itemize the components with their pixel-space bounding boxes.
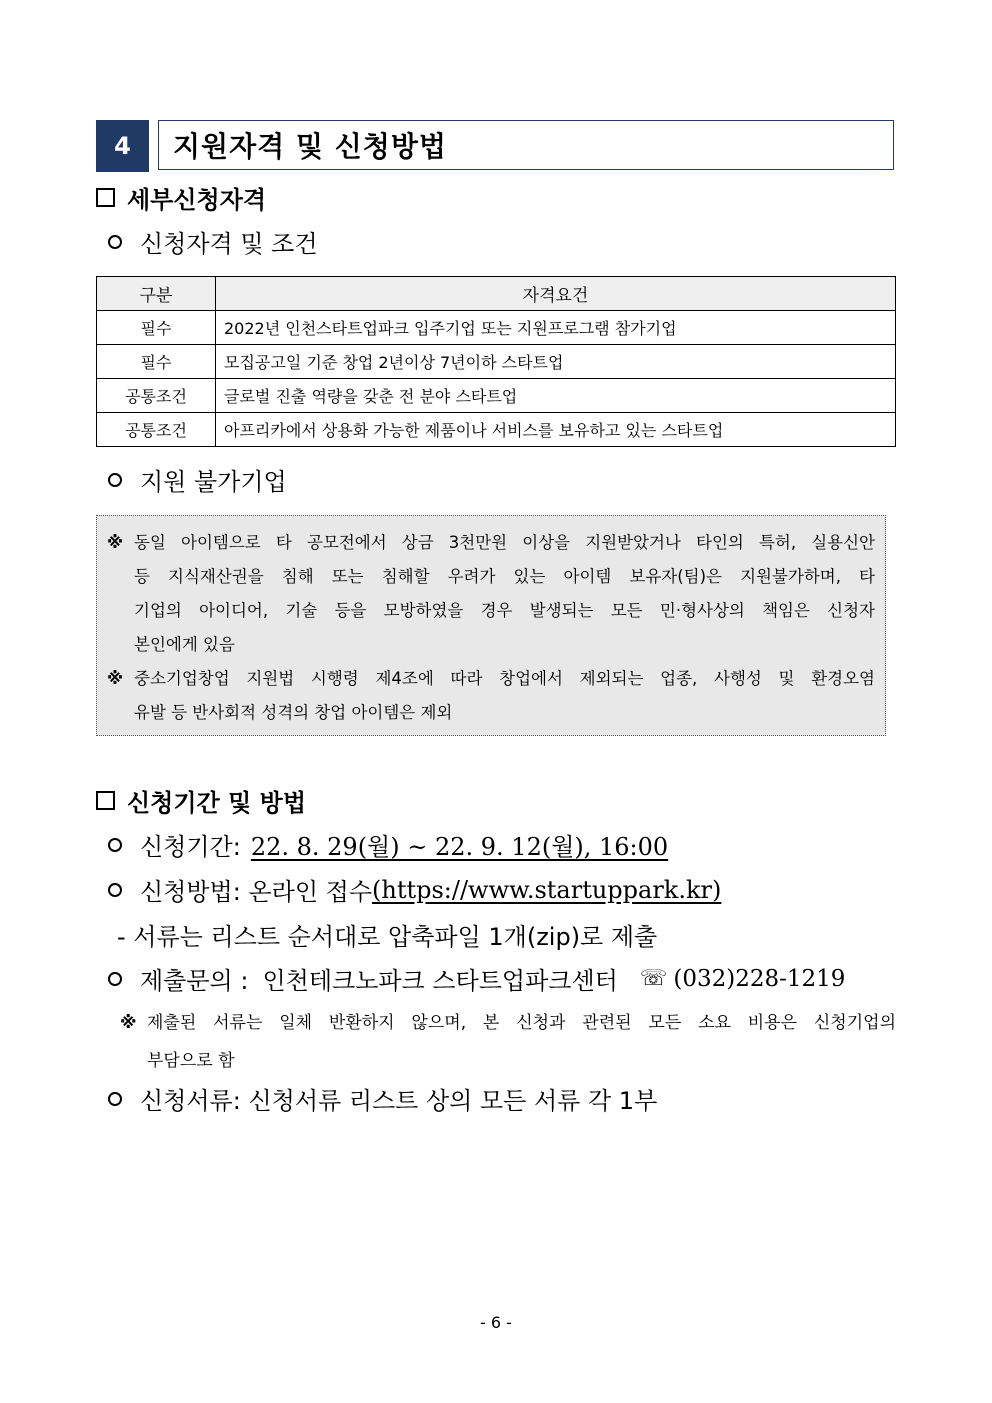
note-text: 동일 아이템으로 타 공모전에서 상금 3천만원 이상을 지원받았거나 타인의 특허, 실용신안 — [134, 533, 875, 552]
circle-bullet-icon — [108, 838, 122, 852]
square-bullet-icon — [96, 791, 115, 810]
table-cell-category: 필수 — [97, 311, 216, 345]
reference-mark-icon: ※ — [107, 669, 124, 688]
inquiry-phone: (032)228-1219 — [673, 965, 846, 992]
method-label: 신청방법: 온라인 접수 — [140, 878, 372, 906]
table-cell-requirement: 모집공고일 기준 창업 2년이상 7년이하 스타트업 — [216, 345, 896, 379]
table-cell-requirement: 아프리카에서 상용화 가능한 제품이나 서비스를 보유하고 있는 스타트업 — [216, 413, 896, 447]
website-link[interactable]: (https://www.startuppark.kr) — [372, 875, 722, 904]
circle-bullet-icon — [108, 235, 122, 249]
circle-bullet-icon — [108, 883, 122, 897]
conditions-heading — [108, 224, 318, 259]
circle-bullet-icon — [108, 473, 122, 487]
application-heading — [96, 783, 306, 818]
inquiry-note — [120, 1004, 896, 1080]
inquiry — [108, 961, 845, 996]
inquiry-note-line-1: 제출된 서류는 일체 반환하지 않으며, 본 신청과 관련된 모든 소요 비용은 신청기업의 — [147, 1013, 896, 1033]
table-header-category: 구분 — [97, 277, 216, 311]
ineligible-heading-text: 지원 불가기업 — [140, 468, 287, 496]
table-row — [97, 379, 896, 413]
table-cell-category: 공통조건 — [97, 413, 216, 447]
table-cell-requirement: 2022년 인천스타트업파크 입주기업 또는 지원프로그램 참가기업 — [216, 311, 896, 345]
table-cell-requirement: 글로벌 진출 역량을 갖춘 전 분야 스타트업 — [216, 379, 896, 413]
inquiry-note-line-2: 부담으로 함 — [147, 1051, 235, 1071]
note-text: 본인에게 있음 — [134, 635, 235, 654]
page-number: - 6 - — [480, 1313, 512, 1332]
square-bullet-icon — [96, 188, 115, 207]
inquiry-label: 제출문의 : — [140, 967, 249, 995]
note-line — [107, 526, 875, 560]
eligibility-heading-text: 세부신청자격 — [127, 186, 267, 214]
table-header-requirement: 자격요건 — [216, 277, 896, 311]
period-label: 신청기간: — [140, 833, 241, 861]
inquiry-org: 인천테크노파크 스타트업파크센터 — [262, 967, 618, 995]
note-text: 등 지식재산권을 침해 또는 침해할 우려가 있는 아이템 보유자(팀)은 지원불가하며, 타 — [134, 567, 875, 586]
reference-mark-icon: ※ — [107, 533, 124, 552]
circle-bullet-icon — [108, 972, 122, 986]
table-header-row — [97, 277, 896, 311]
period-value: 22. 8. 29(월) ~ 22. 9. 12(월), 16:00 — [250, 833, 669, 861]
table-cell-category: 공통조건 — [97, 379, 216, 413]
documents-text: 신청서류: 신청서류 리스트 상의 모든 서류 각 1부 — [140, 1087, 658, 1115]
section-number: 4 — [96, 120, 149, 172]
table-cell-category: 필수 — [97, 345, 216, 379]
application-heading-text: 신청기간 및 방법 — [127, 789, 306, 817]
method-subnote: - 서류는 리스트 순서대로 압축파일 1개(zip)로 제출 — [117, 923, 658, 951]
application-method — [108, 872, 721, 907]
conditions-heading-text: 신청자격 및 조건 — [140, 230, 318, 258]
eligibility-heading — [96, 180, 266, 215]
application-documents — [108, 1081, 657, 1116]
eligibility-table — [96, 276, 896, 447]
application-period — [108, 827, 668, 862]
table-row — [97, 311, 896, 345]
section-title: 지원자격 및 신청방법 — [158, 120, 894, 170]
reference-mark-icon: ※ — [120, 1013, 137, 1033]
ineligible-notes-box — [96, 515, 886, 736]
note-text: 유발 등 반사회적 성격의 창업 아이템은 제외 — [134, 703, 453, 722]
note-text: 기업의 아이디어, 기술 등을 모방하였을 경우 발생되는 모든 민·형사상의 책임은 신청자 — [134, 601, 875, 620]
note-text: 중소기업창업 지원법 시행령 제4조에 따라 창업에서 제외되는 업종, 사행성 및 환경오염 — [134, 669, 875, 688]
ineligible-heading — [108, 462, 287, 497]
phone-icon: ☏ — [639, 966, 668, 991]
table-row — [97, 413, 896, 447]
table-row — [97, 345, 896, 379]
circle-bullet-icon — [108, 1092, 122, 1106]
note-line — [107, 662, 875, 696]
